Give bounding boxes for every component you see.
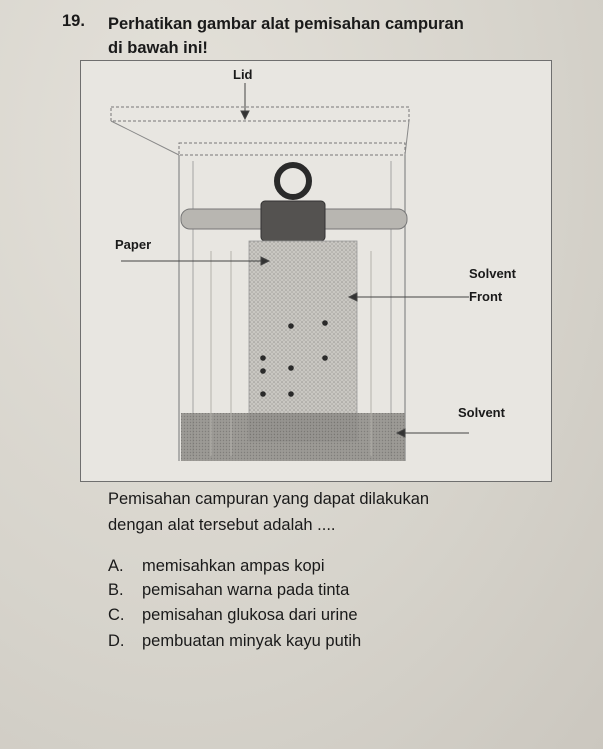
solvent-front-label-1: Solvent <box>469 266 516 281</box>
option-d-text: pembuatan minyak kayu putih <box>142 632 362 650</box>
lid-label: Lid <box>233 67 253 82</box>
chromatography-figure <box>80 60 552 482</box>
question-line-1: Perhatikan gambar alat pemisahan campuran <box>108 15 464 33</box>
option-d[interactable] <box>108 632 361 651</box>
question-number: 19. <box>62 12 85 30</box>
prompt-line-2: dengan alat tersebut adalah .... <box>108 516 336 534</box>
paper-strip <box>249 241 357 441</box>
option-a[interactable] <box>108 557 325 576</box>
option-a-text: memisahkan ampas kopi <box>142 557 325 575</box>
option-d-letter: D. <box>108 632 125 650</box>
question-text <box>108 12 588 60</box>
question-line-2: di bawah ini! <box>108 39 208 57</box>
option-c-text: pemisahan glukosa dari urine <box>142 606 358 624</box>
option-b[interactable] <box>108 581 349 600</box>
paper-label: Paper <box>115 237 152 252</box>
lid <box>111 107 409 155</box>
option-a-letter: A. <box>108 557 124 575</box>
option-c-letter: C. <box>108 606 125 624</box>
solvent-front-label-2: Front <box>469 289 503 304</box>
option-c[interactable] <box>108 606 358 625</box>
paper-clip <box>261 165 325 241</box>
option-b-letter: B. <box>108 581 124 599</box>
prompt-line-1: Pemisahan campuran yang dapat dilakukan <box>108 490 430 508</box>
option-b-text: pemisahan warna pada tinta <box>142 581 350 599</box>
solvent-label: Solvent <box>458 405 505 420</box>
